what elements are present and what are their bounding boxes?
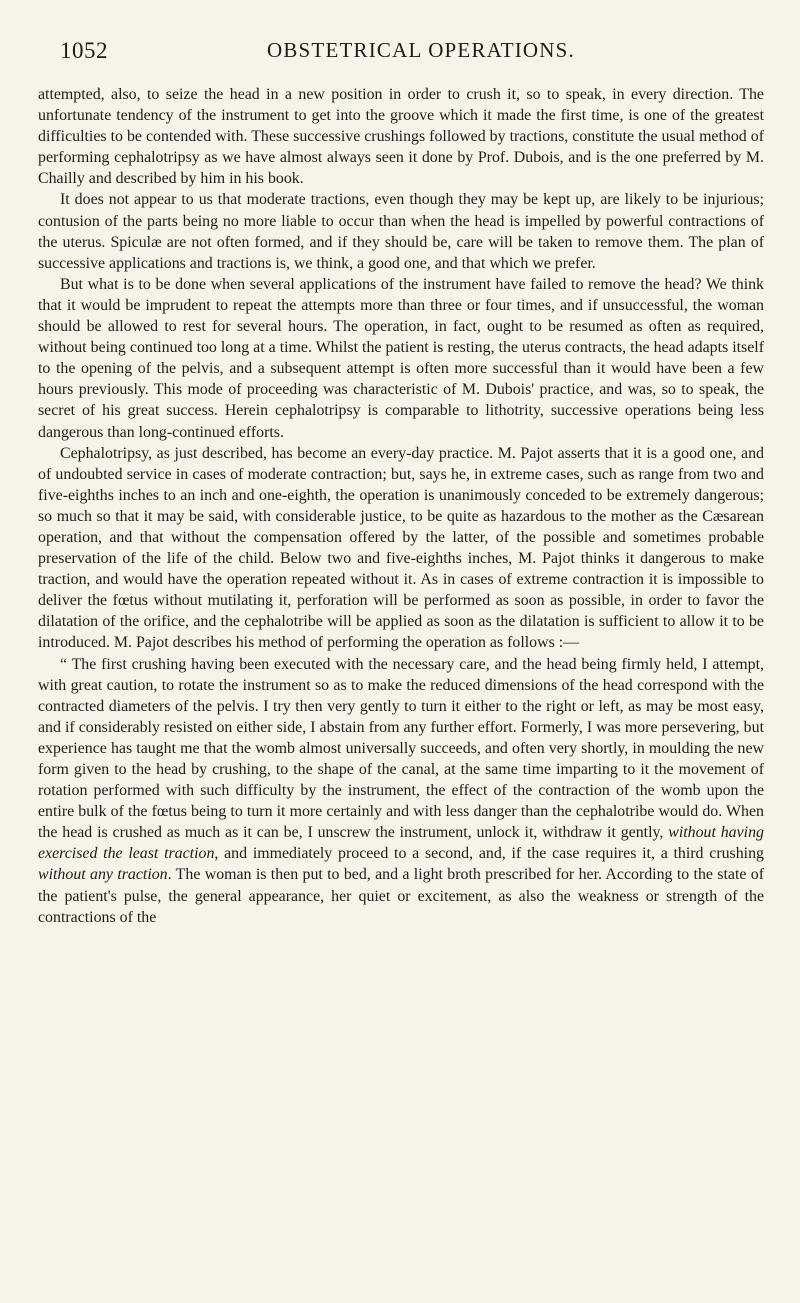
page-number: 1052 [60,38,108,63]
body-text [38,84,764,928]
paragraph-3: But what is to be done when several applications of the instrument have failed to remove the head? We think that it would be imprudent to repeat the attempts more than three or four times, and if unsuccessful, the woman should be allowed to rest for several hours. The operation, in fact, ought to be resumed as often as required, without being continued too long at a time. Whilst the patient is resting, the uterus contracts, the head adapts itself to the opening of the pelvis, and a subsequent attempt is often more successful than it would have been a few hours previously. This mode of proceeding was characteristic of M. Dubois' practice, and was, so to speak, the secret of his great success. Herein cephalotripsy is comparable to lithotrity, successive operations being less dangerous than long-continued efforts. [38,275,764,441]
paragraph-4: Cephalotripsy, as just described, has become an every-day practice. M. Pajot asserts that it is a good one, and of undoubted service in cases of moderate contraction; but, says he, in extreme cases, such as range from two and five-eighths inches to an inch and one-eighth, the operation is unanimously conceded to be extremely dangerous; so much so that it may be said, with considerable justice, to be quite as hazardous to the mother as the Cæsarean operation, and that without the compensation offered by the latter, of the possible and sometimes probable preservation of the life of the child. Below two and five-eighths inches, M. Pajot thinks it dangerous to make traction, and would have the operation repeated without it. As in cases of extreme contraction it is impossible to deliver the fœtus without mutilating it, perforation will be performed as soon as possible, in order to favor the dilatation of the orifice, and the cephalotribe will be applied as soon as the dilatation is sufficient to allow it to be introduced. M. Pajot describes his method of performing the operation as follows :— [38,444,764,652]
running-title: OBSTETRICAL OPERATIONS. [266,38,575,62]
paragraph-2: It does not appear to us that moderate tractions, even though they may be kept up, are likely to be injurious; contusion of the parts being no more liable to occur than when the head is impelled by powerful contractions of the uterus. Spiculæ are not often formed, and if they should be, care will be taken to remove them. The plan of successive applications and tractions is, we think, a good one, and that which we prefer. [38,191,764,272]
paragraph-1: attempted, also, to seize the head in a new position in order to crush it, so to speak, in every direction. The unfortunate tendency of the instrument to get into the groove which it made the first time, is one of the greatest difficulties to be contended with. These successive crushings followed by tractions, constitute the usual method of performing cephalotripsy as we have almost always seen it done by Prof. Dubois, and is the one preferred by M. Chailly and described by him in his book. [38,86,764,188]
running-head [38,30,764,74]
paragraph-5-quotation: “ The first crushing having been executed with the necessary care, and the head being firmly held, I attempt, with great caution, to rotate the instrument so as to make the reduced dimensions of the head correspond with the contracted diameters of the pelvis. I try then very gently to turn it either to the right or left, as may be most easy, and if considerably resisted on either side, I abstain from any further effort. Formerly, I was more persevering, but experience has taught me that the womb almost universally succeeds, and often very shortly, in moulding the new form given to the head by crushing, to the shape of the canal, at the same time imparting to it the movement of rotation performed with such difficulty by the instrument, the effect of the contraction of the womb upon the entire bulk of the fœtus being to turn it more certainly and with less danger than the cephalotribe would do. When the head is crushed as much as it can be, I unscrew the instrument, unlock it, withdraw it gently, without having exercised the least traction, and immediately proceed to a second, and, if the case requires it, a third crushing without any traction. The woman is then put to bed, and a light broth prescribed for her. According to the state of the patient's pulse, the general appearance, her quiet or excitement, as also the weakness or strength of the contractions of the [38,655,765,926]
